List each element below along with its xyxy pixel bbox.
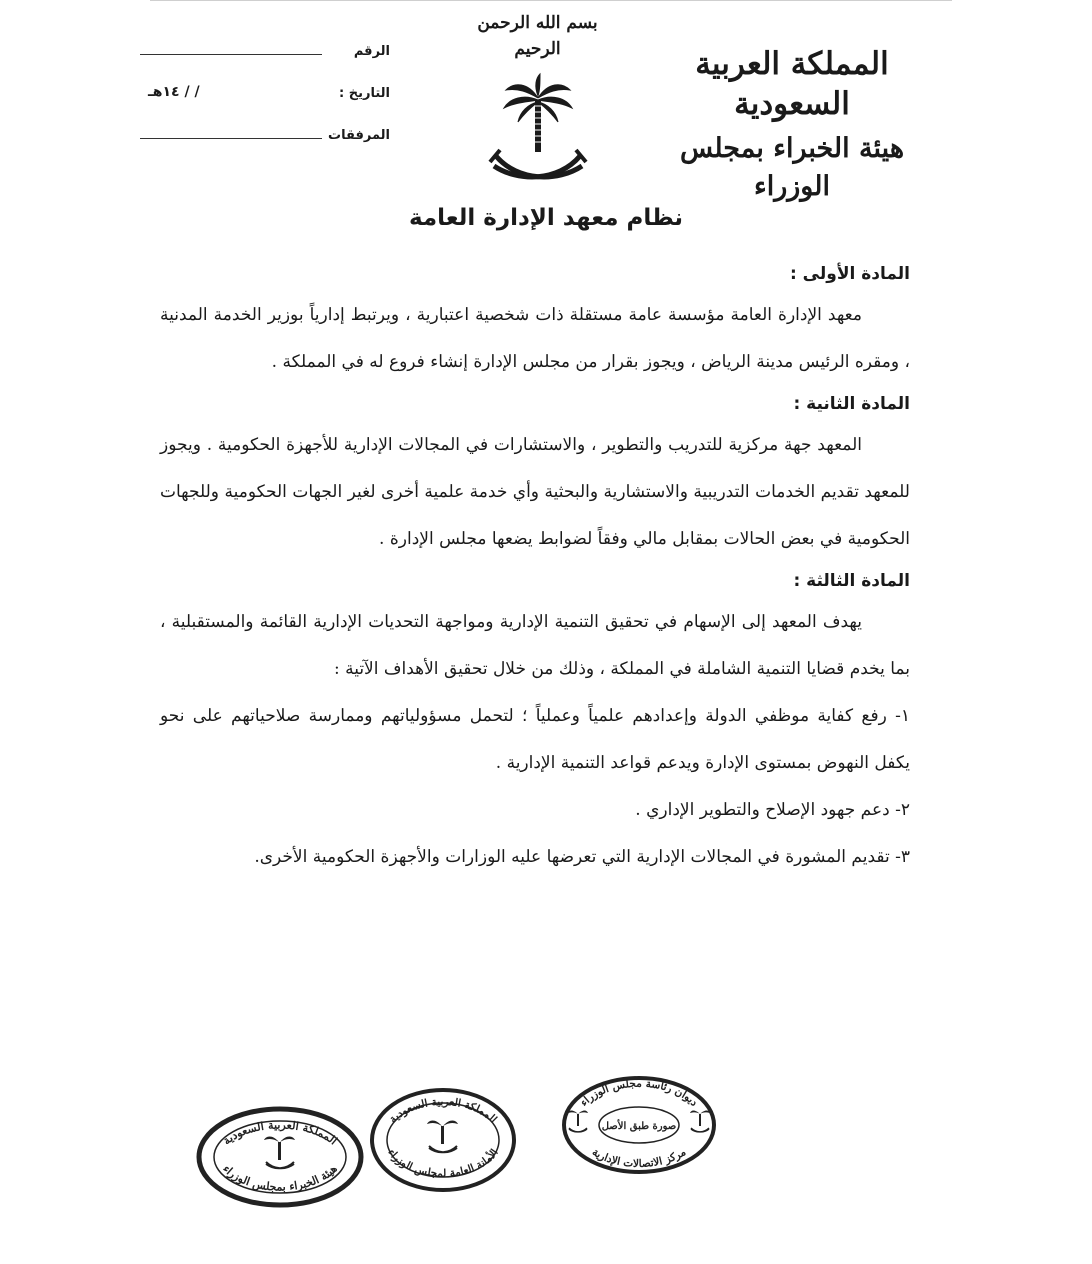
attachments-field: [140, 124, 390, 166]
ref-number-label: الرقم: [353, 44, 390, 59]
article-heading: المادة الثانية :: [793, 394, 910, 414]
stamp-diwan-bottom: مركز الاتصالات الإدارية: [589, 1146, 689, 1171]
palm-and-swords-emblem-icon: [478, 72, 598, 192]
article-paragraph: يهدف المعهد إلى الإسهام في تحقيق التنمية الإدارية ومواجهة التحديات الإدارية القائمة والمستقبلية ، بما يخدم قضايا التنمية الشاملة في المملكة ، وذلك من خلال تحقيق الأهداف الآتية :: [160, 612, 910, 679]
articles-body: [160, 256, 910, 881]
list-item: ١- رفع كفاية موظفي الدولة وإعدادهم علمياً وعملياً ؛ لتحمل مسؤولياتهم وممارسة صلاحياتهم على نحو يكفل النهوض بمستوى الإدارة ويدعم قواعد التنمية الإدارية .: [160, 706, 910, 773]
letterhead-issuer: [642, 44, 942, 206]
date-label: التاريخ :: [339, 86, 390, 101]
stamp-diwan: [560, 1074, 718, 1176]
date-field: [140, 82, 390, 124]
stamp-diwan-center: صورة طبق الأصل: [601, 1121, 677, 1132]
stamp-authority: [196, 1106, 364, 1208]
letterhead-fields: [140, 40, 390, 166]
article-heading: المادة الثالثة :: [793, 571, 910, 591]
article-heading: المادة الأولى :: [789, 264, 910, 284]
letterhead-center: [470, 10, 605, 196]
goals-list: [160, 693, 910, 881]
ref-number-line: [140, 54, 322, 55]
stamp-diwan-top: ديوان رئاسة مجلس الوزراء: [578, 1077, 700, 1109]
article-2: [160, 386, 910, 563]
stamp-secretariat: [368, 1086, 518, 1194]
svg-text:هيئة الخبراء بمجلس الوزراء: [220, 1162, 340, 1193]
article-1: [160, 256, 910, 386]
stamp-secretariat-bottom: الأمانة العامة لمجلس الوزراء: [385, 1146, 501, 1180]
article-paragraph: المعهد جهة مركزية للتدريب والتطوير ، والاستشارات في المجالات الإدارية للأجهزة الحكومية . ويجوز للمعهد تقديم الخدمات التدريبية والاستشارية والبحثية وأي خدمة علمية أخرى لغير الجهات الحكومية وللجهات الحكومية في بعض الحالات بمقابل مالي وفقاً لضوابط يضعها مجلس الإدارة .: [160, 435, 910, 549]
document-title: نظام معهد الإدارة العامة: [408, 205, 684, 231]
attachments-label: المرفقات: [328, 128, 390, 143]
date-value: / / ١٤هـ: [148, 84, 200, 100]
list-item: ٣- تقديم المشورة في المجالات الإدارية التي تعرضها عليه الوزارات والأجهزة الحكومية الأخرى.: [254, 847, 910, 867]
letterhead-kingdom: المملكة العربية السعودية: [695, 46, 889, 122]
stamp-secretariat-top: المملكة العربية السعودية: [387, 1095, 500, 1126]
scan-edge-line: [150, 0, 952, 1]
basmala: بسم الله الرحمن الرحيم: [477, 13, 598, 59]
stamp-authority-top: المملكة العربية السعودية: [220, 1118, 340, 1148]
svg-text:ديوان رئاسة مجلس الوزراء: [578, 1078, 700, 1109]
stamp-authority-bottom: هيئة الخبراء بمجلس الوزراء: [220, 1162, 340, 1194]
list-item: ٢- دعم جهود الإصلاح والتطوير الإداري .: [635, 800, 910, 820]
attachments-line: [140, 138, 322, 139]
article-paragraph: معهد الإدارة العامة مؤسسة عامة مستقلة ذات شخصية اعتبارية ، ويرتبط إدارياً بوزير الخدمة المدنية ، ومقره الرئيس مدينة الرياض ، ويجوز بقرار من مجلس الإدارة إنشاء فروع له في المملكة .: [160, 305, 910, 372]
letterhead-authority: هيئة الخبراء بمجلس الوزراء: [679, 133, 905, 202]
ref-number-field: [140, 40, 390, 82]
article-3: [160, 563, 910, 881]
stamp-emblem-icon: [427, 1121, 458, 1153]
stamp-emblem-icon: [264, 1137, 295, 1169]
